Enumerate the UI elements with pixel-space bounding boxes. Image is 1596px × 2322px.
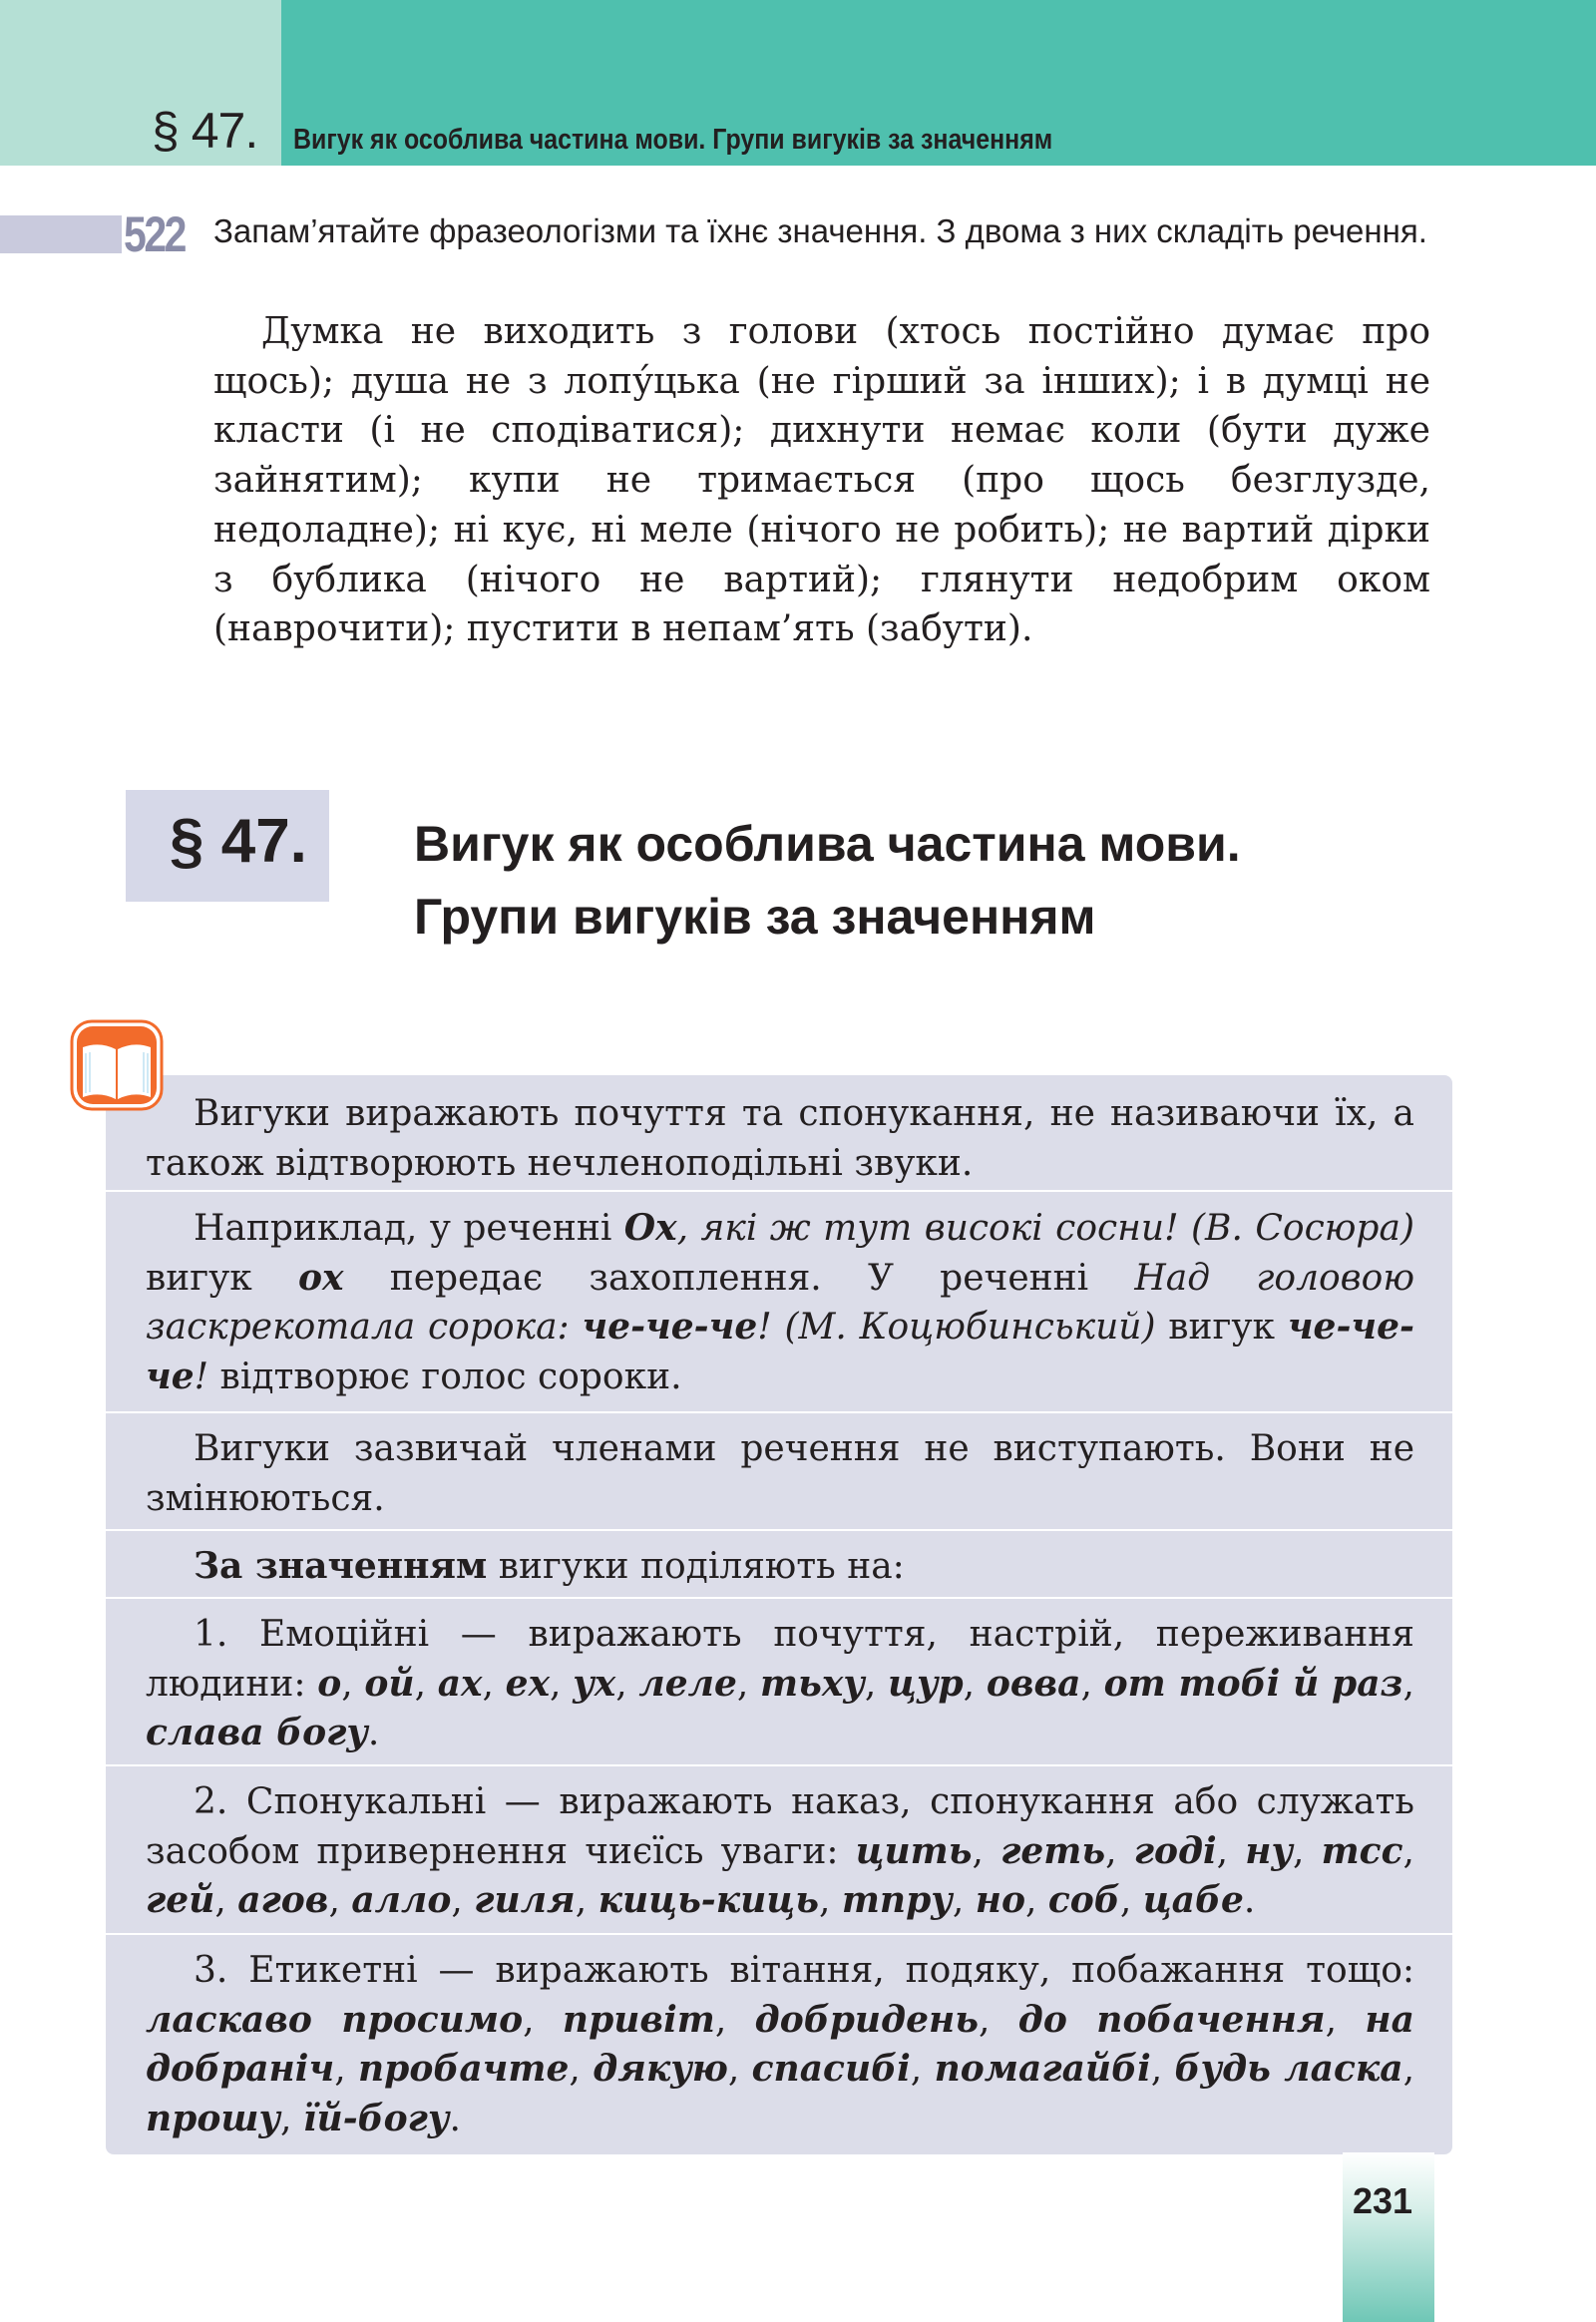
example-interjection: че-че-че [582,1306,758,1348]
section-title [414,808,1241,954]
interjection-word: ех [505,1662,551,1705]
interjection-word: привіт [562,1998,715,2041]
theory-divider [106,1933,1452,1935]
interjection-word: леле [638,1662,737,1705]
interjection-word: ласкаво просимо [146,1998,524,2041]
interjection-word: ой [364,1662,415,1705]
theory-example [146,1204,1414,1401]
interjection-word: на добраніч [146,1998,1414,2090]
theory-divider [106,1411,1452,1413]
theory-groups-intro [146,1542,1414,1592]
bold-term: За значенням [194,1545,488,1587]
text: вигуки поділяють на: [487,1546,905,1587]
example-sentence: Над головою заскрекотала сорока: [146,1257,1415,1348]
text: вигук [146,1257,299,1299]
example-interjection: Ох [623,1207,677,1249]
section-title-line-2: Групи вигуків за значенням [414,889,1096,945]
interjection-word: геть [1000,1829,1106,1872]
interjection-word: будь ласка [1174,2048,1403,2090]
interjection-word: алло [351,1879,452,1921]
interjection-word: пробачте [357,2048,570,2090]
example-interjection: че-че-че [146,1306,1414,1397]
theory-divider [106,1764,1452,1766]
header-section-number: § 47. [152,103,258,159]
interjection-word: гей [146,1879,215,1921]
interjection-word: тьху [760,1662,865,1705]
theory-divider [106,1190,1452,1192]
text: вигук [1155,1307,1288,1348]
interjection-word: їй-богу [302,2097,450,2139]
example-sentence: ! (М. Коцюбинський) [757,1307,1156,1348]
theory-divider [106,1529,1452,1531]
example-sentence: , які ж тут високі сосни! (В. Сосюра) [676,1208,1414,1249]
group-emotional [146,1610,1414,1758]
interjection-word: помагайбі [934,2048,1151,2090]
interjection-word: цабе [1142,1879,1244,1921]
interjection-word: гиля [474,1879,576,1921]
interjection-word: но [975,1879,1025,1921]
group-etiquette [146,1946,1414,2143]
group-imperative [146,1777,1414,1926]
interjection-word: ну [1245,1829,1294,1872]
example-interjection: ох [298,1256,344,1299]
interjection-word: годі [1133,1829,1217,1872]
section-number: § 47. [170,807,307,876]
interjection-word: слава богу [146,1712,368,1753]
interjection-word: цур [888,1662,964,1705]
interjection-word: тсс [1321,1829,1403,1872]
interjection-word: тпру [841,1879,953,1921]
text: передає захоплення. У реченні [343,1257,1135,1299]
exercise-marker-bar [0,215,122,253]
interjection-word: овва [986,1662,1081,1705]
theory-definition: Вигуки виражають почуття та спонукання, не називаючи їх, а також відтворюють нечленоподільні звуки. [146,1093,1414,1184]
theory-divider [106,1597,1452,1599]
interjection-word: прошу [146,2097,280,2139]
section-title-line-1: Вигук як особлива частина мови. [414,816,1241,872]
example-sentence: ! [194,1355,209,1397]
text: відтворює голос сороки. [208,1355,682,1397]
interjection-list: цить, геть, годі, ну, тсс, гей, агов, алло, гиля, киць-киць, тпру, но, соб, цабе. [146,1829,1414,1921]
interjection-list: ласкаво просимо, привіт, добридень, до побачення, на добраніч, пробачте, дякую, спасибі, помагайбі, будь ласка, прошу, їй-богу. [146,1998,1415,2139]
header-title: Вигук як особлива частина мови. Групи вигуків за значенням [293,124,1053,156]
interjection-list: о, ой, ах, ех, ух, леле, тьху, цур, овва, от тобі й раз, слава богу. [146,1662,1414,1753]
page-number: 231 [1353,2180,1413,2221]
interjection-word: от тобі й раз [1103,1662,1403,1705]
interjection-word: добридень [754,1998,979,2041]
interjection-word: ах [437,1662,483,1705]
group-description: 2. Спонукальні — виражають наказ, спонукання або служать засобом привернення чиєїсь уваги: [146,1781,1414,1872]
interjection-word: ух [573,1662,616,1705]
interjection-word: агов [237,1879,329,1921]
exercise-number: 522 [124,206,186,262]
group-description: 1. Емоційні — виражають почуття, настрій, переживання людини: [146,1614,1414,1705]
theory-note: Вигуки зазвичай членами речення не виступають. Вони не змінюються. [146,1428,1414,1519]
page-number-tab [1343,2152,1434,2322]
exercise-task: Запам’ятайте фразеологізми та їхнє значення. З двома з них складіть речення. [213,212,1427,249]
interjection-word: дякую [593,2048,728,2090]
interjection-word: о [317,1662,342,1705]
interjection-word: до побачення [1017,1998,1326,2041]
text: Наприклад, у реченні [194,1208,624,1249]
exercise-text: Думка не виходить з голови (хтось постійно думає про щось); душа не з лопу́цька (не гірший за інших); і в думці не класти (і не сподіватися); дихнути немає коли (бути дуже зайнятим); купи не тримається (про щось безглузде, недоладне); ні кує, ні меле (нічого не робить); не вартий дірки з бублика (нічого не вартий); глянути недобрим оком (наврочити); пустити в непам’ять (забути). [213,311,1430,650]
group-description: 3. Етикетні — виражають вітання, подяку, побажання тощо: [194,1950,1414,1991]
interjection-word: спасибі [751,2048,911,2090]
interjection-word: киць-киць [598,1879,819,1921]
interjection-word: цить [855,1829,973,1872]
interjection-word: соб [1047,1879,1120,1921]
